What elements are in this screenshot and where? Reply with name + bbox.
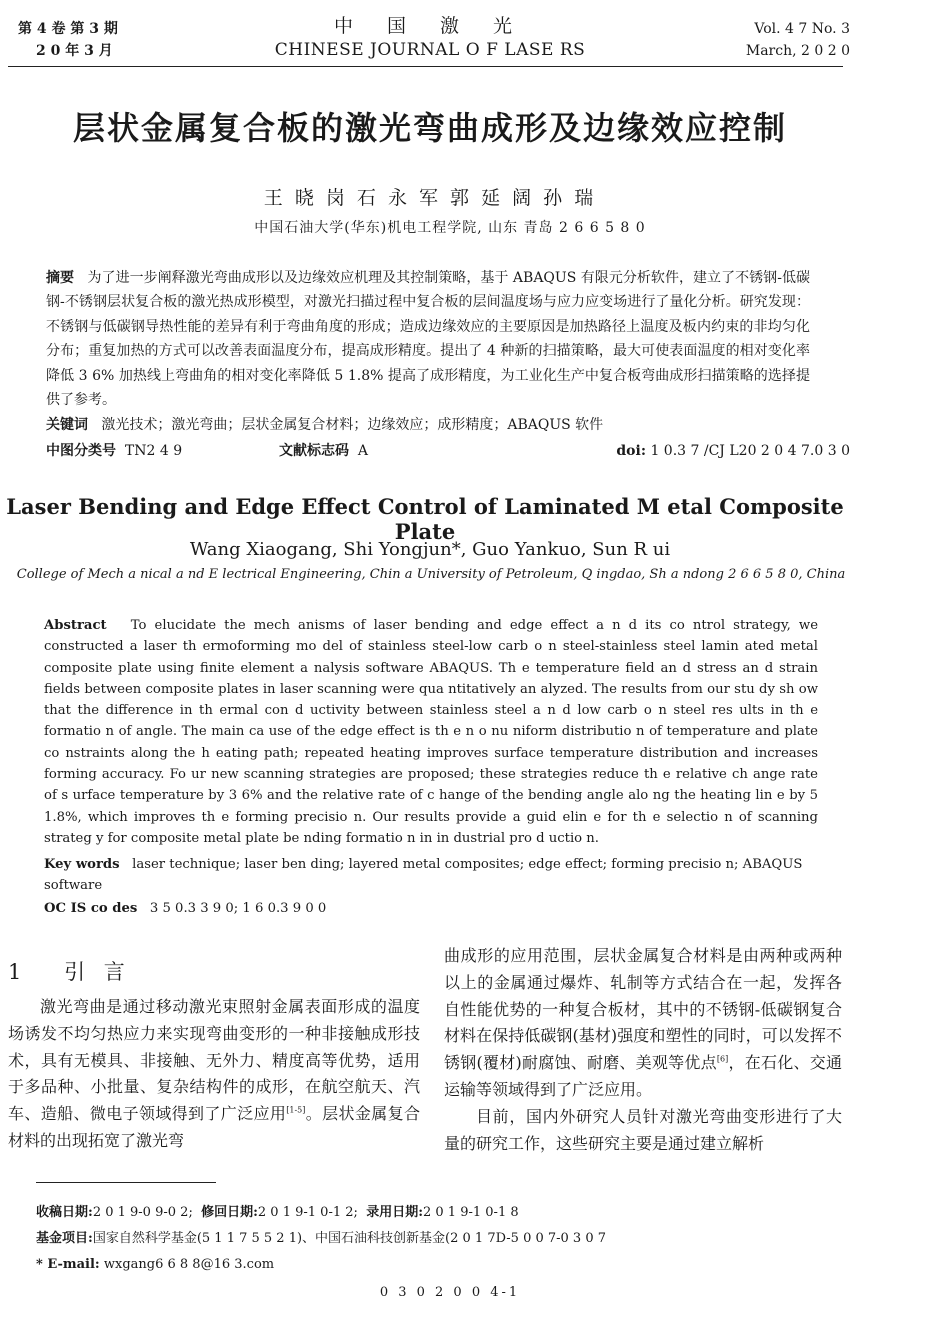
abstract-en-label: Abstract [44,618,107,633]
date-cn: 2 0 年 3 月 [36,43,113,59]
header-divider [8,66,843,67]
ocis-codes [44,898,326,919]
paper-title-cn: 层状金属复合板的激光弯曲成形及边缘效应控制 [72,109,787,147]
ocis-value: 3 5 0.3 3 9 0; 1 6 0.3 9 0 0 [149,901,327,916]
keywords-cn-label: 关键词 [46,417,88,433]
abstract-cn-label: 摘要 [46,270,75,286]
citation[interactable]: [1-5] [286,1105,306,1115]
footnotes [36,1200,836,1278]
section-title: 引 言 [64,960,131,984]
affiliation-en: College of Mech a nical a nd E lectrical Engineering, Chin a University of Petroleum, Q ingdao, Sh a ndong 2 6 6 5 8 0, China [16,567,846,582]
document-code: 文献标志码 A [279,443,369,459]
paragraph: 激光弯曲是通过移动激光束照射金属表面形成的温度场诱发不均匀热应力来实现弯曲变形的一种非接触成形技术，具有无模具、非接触、无外力、精度高等优势，适用于多品种、小批量、复杂结构件的成形，在航空航天、汽车、造船、微电子领域得到了广泛应用[1-5]。层状金属复合材料的出现拓宽了激光弯 [8,997,420,1150]
keywords-en [44,854,818,896]
email-line: * E-mail: wxgang6 6 8 8@16 3.com [36,1257,275,1272]
paragraph: 目前，国内外研究人员针对激光弯曲变形进行了大量的研究工作，这些研究主要是通过建立解析 [444,1106,842,1153]
paper-title-en: Laser Bending and Edge Effect Control of Laminated M etal Composite Plate [6,494,844,544]
volume-en: Vol. 4 7 No. 3 [754,21,850,37]
keywords-cn-text: 激光技术；激光弯曲；层状金属复合材料；边缘效应；成形精度；ABAQUS 软件 [101,417,604,433]
email-link[interactable]: wxgang6 6 8 8@16 3.com [103,1257,275,1272]
section-heading [8,956,131,986]
keywords-cn [46,414,826,436]
abstract-en [44,615,818,849]
doi[interactable]: doi: 1 0.3 7 /CJ L20 2 0 4 7.0 3 0 [616,443,850,459]
paragraph: 曲成形的应用范围，层状金属复合材料是由两种或两种以上的金属通过爆炸、轧制等方式结合在一起，发挥各自性能优势的一种复合板材，其中的不锈钢-低碳钢复合材料在保持低碳钢(基材)强度和塑性的同时，可以发挥不锈钢(覆材)耐腐蚀、耐磨、美观等优点[6]，在石化、交通运输等领域得到了广泛应用。 [444,946,842,1099]
abstract-cn-text: 为了进一步阐释激光弯曲成形以及边缘效应机理及其控制策略，基于 ABAQUS 有限元分析软件，建立了不锈钢-低碳钢-不锈钢层状复合板的激光热成形模型，对激光扫描过程中复合板的层间温度场与应力应变场进行了量化分析。研究发现：不锈钢与低碳钢导热性能的差异有利于弯曲角度的形成；造成边缘效应的主要原因是加热路径上温度及板内约束的非均匀化分布；重复加热的方式可以改善表面温度分布，提高成形精度。提出了 4 种新的扫描策略，最大可使表面温度的相对变化率降低 3 6% 加热线上弯曲角的相对变化率降低 5 1.8% 提高了成形精度，为工业化生产中复合板弯曲成形扫描策略的选择提供了参考。 [46,270,810,409]
ocis-label: OC IS co des [44,901,138,916]
date-en: March, 2 0 2 0 [745,43,850,59]
authors-cn: 王 晓 岗 石 永 军 郭 延 阔 孙 瑞 [263,187,597,209]
clc: 中图分类号 TN2 4 9 [46,443,183,459]
abstract-cn [46,266,810,412]
authors-en: Wang Xiaogang, Shi Yongjun*, Guo Yankuo, Sun R ui [189,539,671,560]
section-number: 1 [8,960,28,984]
body-right-column [444,943,842,1157]
keywords-en-text: laser technique; laser ben ding; layered metal composites; edge effect; forming precisio n; ABAQUS software [44,857,803,893]
page-number: 0 3 0 2 0 0 4-1 [379,1285,521,1300]
header-right [700,18,850,62]
affiliation-cn: 中国石油大学(华东)机电工程学院, 山东 青岛 2 6 6 5 8 0 [254,220,646,236]
volume-cn: 第 4 卷 第 3 期 [18,21,118,37]
keywords-en-label: Key words [44,857,120,872]
fund-line: 基金项目:国家自然科学基金(5 1 1 7 5 5 2 1)、中国石油科技创新基金(2 0 1 7D-5 0 0 7-0 3 0 7 [36,1231,607,1246]
body-left-column [8,994,420,1155]
journal-name-en: CHINESE JOURNAL O F LASE RS [274,40,586,60]
journal-name-cn: 中 国 激 光 [333,15,527,37]
dates-line: 收稿日期:2 0 1 9-0 9-0 2; 修回日期:2 0 1 9-1 0-1 2; 录用日期:2 0 1 9-1 0-1 8 [36,1205,519,1220]
citation[interactable]: [6] [716,1054,729,1064]
footnote-divider [36,1182,216,1183]
classification-row [46,440,850,462]
abstract-en-text: To elucidate the mech anisms of laser bending and edge effect a n d its co ntrol strategy, we constructed a laser th ermoforming mo del of stainless steel-low carb o n steel-stainless steel lamin ated metal composite plate using finite element a nalysis software ABAQUS. Th e temperature field an d stress an d strain fields between composite plates in laser scanning were qua ntitatively an alyzed. The results from our stu dy sh ow that the difference in th ermal con d uctivity between stainless steel a n d low carb o n steel res ults in th e formatio n of angle. The main ca use of the edge effect is th e n o nu niform distributio n of temperature and plate co nstraints along the h eating path; repeated heating improves surface temperature distribution and increases forming accuracy. Fo ur new scanning strategies are proposed; these strategies reduce th e relative ch ange rate of s urface temperature by 3 6% and the relative rate of c hange of the bending angle alo ng the heating lin e by 5 1.8%, which improves th e forming precisio n. Our results provide a guid elin e for th e selectio n of scanning strateg y for composite metal plate be nding formatio n in in dustrial pro d uctio n. [44,618,818,846]
